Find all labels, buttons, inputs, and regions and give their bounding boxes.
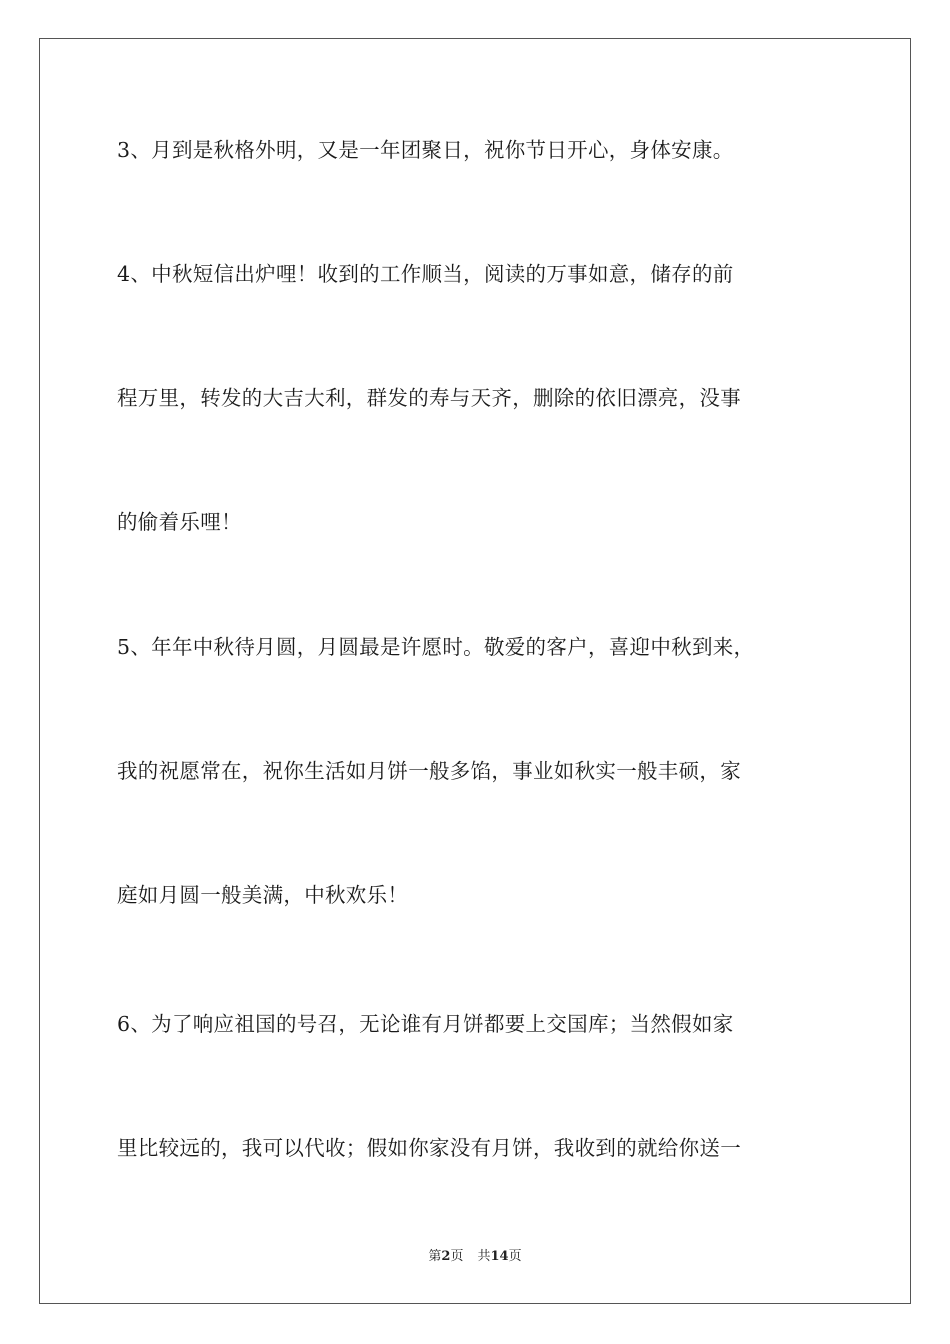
text-line: 6、为了响应祖国的号召，无论谁有月饼都要上交国库；当然假如家 (117, 1012, 734, 1036)
text-line: 3、月到是秋格外明，又是一年团聚日，祝你节日开心，身体安康。 (117, 138, 734, 162)
text-line: 5、年年中秋待月圆，月圆最是许愿时。敬爱的客户，喜迎中秋到来， (117, 635, 755, 659)
page-footer (0, 1248, 950, 1266)
total-prefix: 共 (477, 1249, 491, 1264)
page-prefix: 第 (428, 1249, 442, 1264)
text-line: 4、中秋短信出炉哩！收到的工作顺当，阅读的万事如意，储存的前 (117, 262, 734, 286)
text-line: 我的祝愿常在，祝你生活如月饼一般多馅，事业如秋实一般丰硕，家 (117, 759, 741, 783)
text-line: 的偷着乐哩！ (117, 510, 242, 534)
text-line: 里比较远的，我可以代收；假如你家没有月饼，我收到的就给你送一 (117, 1136, 741, 1160)
total-pages: 14 (490, 1249, 509, 1264)
text-line: 程万里，转发的大吉大利，群发的寿与天齐，删除的依旧漂亮，没事 (117, 386, 741, 410)
page-number: 2 (441, 1249, 451, 1264)
page-suffix: 页 (450, 1249, 464, 1264)
page-border (39, 38, 911, 1304)
total-suffix: 页 (508, 1249, 522, 1264)
text-line: 庭如月圆一般美满，中秋欢乐！ (117, 883, 409, 907)
